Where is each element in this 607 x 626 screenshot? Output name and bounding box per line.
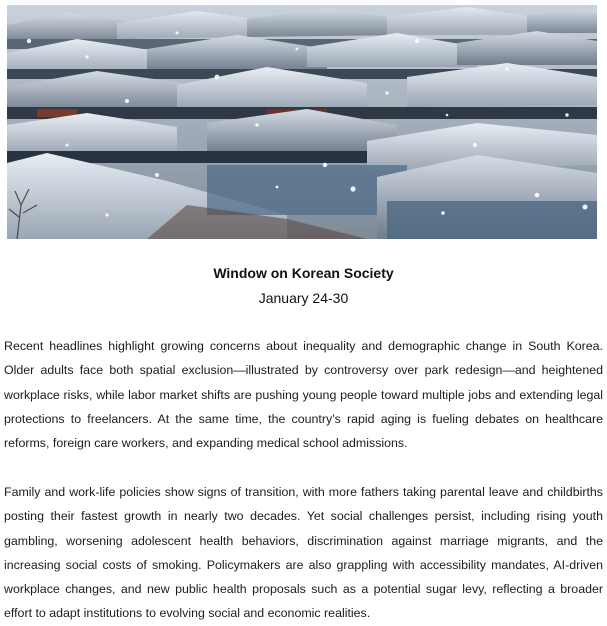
hero-photo [7, 5, 597, 239]
date-range: January 24-30 [258, 290, 349, 306]
hanok-rooftops-snow-icon [7, 5, 597, 239]
paragraph-intro: Recent headlines highlight growing concerns about inequality and demographic change in South Korea. Older adults face both spatial exclusion—illustrated by controversy over park redesign—and heightened workplace risks, while labor market shifts are pushing young people toward multiple jobs and extending legal protections to freelancers. At the same time, the country’s rapid aging is fueling debates on healthcare reforms, foreign care workers, and expanding medical school admissions. [4, 339, 603, 451]
page-title: Window on Korean Society [213, 265, 394, 281]
paragraph-family-policy: Family and work-life policies show signs of transition, with more fathers taking parental leave and childbirths posting their fastest growth in nearly two decades. Yet social challenges persist, including rising youth gambling, worsening adolescent health behaviors, discrimination against marriage migrants, and the increasing social costs of smoking. Policymakers are also grappling with accessibility mandates, AI-driven workplace changes, and new public health proposals such as a potential sugar levy, reflecting a broader effort to adapt institutions to evolving social and economic realities. [4, 485, 603, 621]
